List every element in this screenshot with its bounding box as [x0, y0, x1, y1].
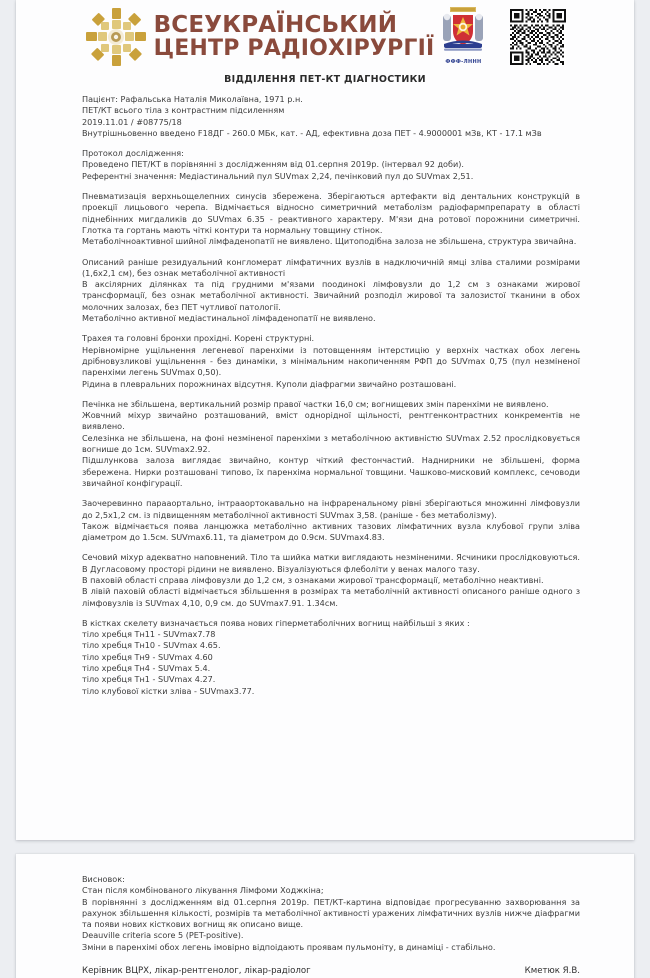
conclusion-paragraph-1: Стан після комбінованого лікування Лімфоми Ходжкіна;: [82, 885, 324, 896]
thorax-nodes-section: [82, 257, 580, 325]
coat-of-arms-icon: [440, 6, 486, 68]
bone-lesions-section: [82, 618, 580, 697]
signature-row: [82, 966, 580, 977]
pelvis-paragraph-2: В паховій області справа лімфовузли до 1,2 см, з ознаками жирової трансформації, метаболічно неактивні.: [82, 574, 544, 585]
abdomen-section: [82, 399, 580, 489]
conclusion-paragraph-4: Зміни в паренхімі обох легень імовірно відпоідають проявам пульмоніту, в динаміці - стабільно.: [82, 941, 496, 952]
thorax-nodes-paragraph-3: Метаболічно активної медіастинальної лімфаденопатії не виявлено.: [82, 313, 376, 324]
document-page-2: [16, 854, 634, 978]
tracer-dose-line: Внутрішньовенно введено F18ДГ - 260.0 МБк, кат. - АД, ефективна доза ПЕТ - 4.9000001 мЗв, КТ - 17.1 мЗв: [82, 127, 542, 138]
pelvis-paragraph-3: В лівій паховій області відмічається збільшення в розмірах та метаболічній активності описаного раніше одного з лімфовузлів із SUVmax 4,10, 0,9 см. до SUVmax7.91. 1.34см.: [82, 586, 580, 608]
org-title-line-2: ЦЕНТР РАДІОХІРУРГІЇ: [153, 35, 435, 61]
thorax-nodes-paragraph-1: Описаний раніше резидуальний конгломерат лімфатичних вузлів в надключичній ямці зліва сталими розмірами (1,6х2,1 см), без ознак метаболічної активності: [82, 256, 580, 278]
study-date-id-line: 2019.11.01 / #08775/18: [82, 116, 182, 127]
retroperitoneal-section: [82, 498, 580, 543]
bone-lesion-item: тіло хребця Тн11 - SUVmax7.78: [82, 629, 216, 640]
abdomen-paragraph-4: Підшлункова залоза виглядає звичайно, контур чіткий фестончастий. Наднирники не збільшені, форма збережена. Нирки розташовані типово, їх паренхіма нормальної товщини. Чашково-мисковий комплекс, сечоводи звичайної конфігурації.: [82, 455, 580, 488]
organization-title: [154, 14, 435, 60]
patient-info-block: [82, 94, 580, 139]
qr-code-icon: [510, 9, 566, 65]
bone-lesions-intro: В кістках скелету визначається поява нових гіперметаболічних вогнищ найбільші з яких :: [82, 617, 470, 628]
study-type-line: ПЕТ/КТ всього тіла з контрастним підсиленням: [82, 105, 285, 116]
bone-lesion-item: тіло хребця Тн4 - SUVmax 5.4.: [82, 663, 211, 674]
abdomen-paragraph-3: Селезінка не збільшена, на фоні незміненої паренхіми з метаболічною активністю SUVmax 2.52 прослідковується вогнише до 1см. SUVmax2.92.: [82, 432, 580, 455]
abdomen-paragraph-1: Печінка не збільшена, вертикальний розмір правої частки 16,0 см; вогнищевих змін паренхіми не виявлено.: [82, 398, 549, 409]
pelvis-paragraph-1: Сечовий міхур адекватно наповнений. Тіло та шийка матки виглядають незміненими. Ясчиники прослідковуються. В Дугласовому просторі рідини не виявлено. Візуалізуються флеболіти у венах малого тазу.: [82, 552, 580, 574]
bone-lesion-item: тіло клубової кістки зліва - SUVmax3.77.: [82, 685, 255, 696]
lungs-paragraph-3: Рідина в плевральних порожнинах відсутня. Куполи діафрагми звичайно розташовані.: [82, 378, 457, 389]
abdomen-paragraph-2: Жовчний міхур звичайно розташований, вміст однорідної щільності, рентгенконтрастних конкрементів не виявлено.: [82, 410, 580, 432]
retroperitoneal-paragraph-2: Також відмічається поява ланцюжка метаболічно активних тазових лімфатичних вузла клубової групи зліва діаметром до 1.5см. SUVmax6.11, та діаметром до 0.9см. SUVmax4.83.: [82, 520, 580, 543]
conclusion-body: [16, 854, 634, 977]
signer-role: Керівник ВЦРХ, лікар-рентгенолог, лікар-радіолог: [82, 966, 311, 977]
conclusion-section: [82, 874, 580, 953]
head-neck-paragraph-2: Метаболічноактивної шийної лімфаденопатії не виявлено. Щитоподібна залоза не збільшена, структура звичайна.: [82, 236, 577, 247]
patient-name-line: Пацієнт: Рафальська Наталія Миколаївна, 1971 р.н.: [82, 94, 303, 104]
head-neck-section: [82, 191, 580, 247]
protocol-block: [82, 148, 580, 182]
thorax-nodes-paragraph-2: В аксілярних ділянках та під грудними м'язами поодинокі лімфовузли до 1,2 см з ознаками жирової трансформації, без ознак метаболічної активності. Звичайний розподіл жирової та залозистої тканини в обох молочних залозах, без ПЕТ чутливої патології.: [82, 279, 580, 312]
document-header: [16, 0, 634, 70]
conclusion-paragraph-2: В порівнянні з дослідженням від 01.серпня 2019р. ПЕТ/КТ-картина відповідає прогресуванню захворювання за рахунок збільшення кількості, розмірів та метаболічної активності уражених лімфатичних вузлів нижче діафрагми та появи нових кісткових вогнищ як описано вище.: [82, 896, 580, 930]
sunburst-logo-icon: [84, 6, 148, 68]
lungs-paragraph-1: Трахея та головні бронхи прохідні. Корені структурні.: [82, 333, 315, 344]
document-page-1: [16, 0, 634, 840]
crest-caption: ФФФ-ЛННН: [445, 59, 482, 65]
lungs-paragraph-2: Нерівномірне ущільнення легеневої паренхіми із потовщенням інтерстицію у верхніх частках обох легень дрібновузликові ущільнення - без динаміки, з мінімальним накопиченням РФП до SUVmax 0,75 (пул незміненої паренхіми легень SUVmax 0,50).: [82, 344, 580, 378]
bone-lesion-item: тіло хребця Тн10 - SUVmax 4.65.: [82, 640, 221, 651]
head-neck-paragraph-1: Пневматизація верхньощелепних синусів збережена. Зберігаються артефакти від дентальних конструкцій в проекції лицьового черепа. Відмічається відносно симетричний метаболізм радіофармпрепарату в області піднебінних мигдаликів до SUVmax 6.35 - реактивного характеру. М'язи дна ротової порожнини симетричні. Глотка та гортань мають чіткі контури та нормальну товщину стінок.: [82, 191, 580, 235]
protocol-reference-line: Референтні значення: Медіастинальний пул SUVmax 2,24, печінковий пул до SUVmax 2,51.: [82, 170, 474, 181]
org-title-line-1: ВСЕУКРАЇНСЬКИЙ: [153, 12, 398, 39]
pelvis-section: [82, 552, 580, 608]
retroperitoneal-paragraph-1: Заочеревинно парааортально, інтрааортокавально на інфраренальному рівні зберігаються множинні лімфовузли до 2,5х1,2 см. із підвищенням метаболічної активності SUVmax 3,58. (раніше - без метаболізму).: [82, 498, 580, 520]
bone-lesion-item: тіло хребця Тн1 - SUVmax 4.27.: [82, 674, 216, 685]
report-body: [16, 94, 634, 697]
protocol-comparison-line: Проведено ПЕТ/КТ в порівнянні з дослідженням від 01.серпня 2019р. (інтервал 92 доби).: [82, 159, 464, 170]
bone-lesion-item: тіло хребця Тн9 - SUVmax 4.60: [82, 651, 213, 662]
conclusion-heading: Висновок:: [82, 874, 125, 884]
deauville-score-line: Deauville criteria score 5 (PET-positive).: [82, 930, 244, 941]
signer-name: Кметюк Я.В.: [524, 966, 580, 977]
protocol-heading: Протокол дослідження:: [82, 148, 184, 159]
lungs-section: [82, 333, 580, 389]
department-title: ВІДДІЛЕННЯ ПЕТ-КТ ДІАГНОСТИКИ: [224, 74, 426, 85]
